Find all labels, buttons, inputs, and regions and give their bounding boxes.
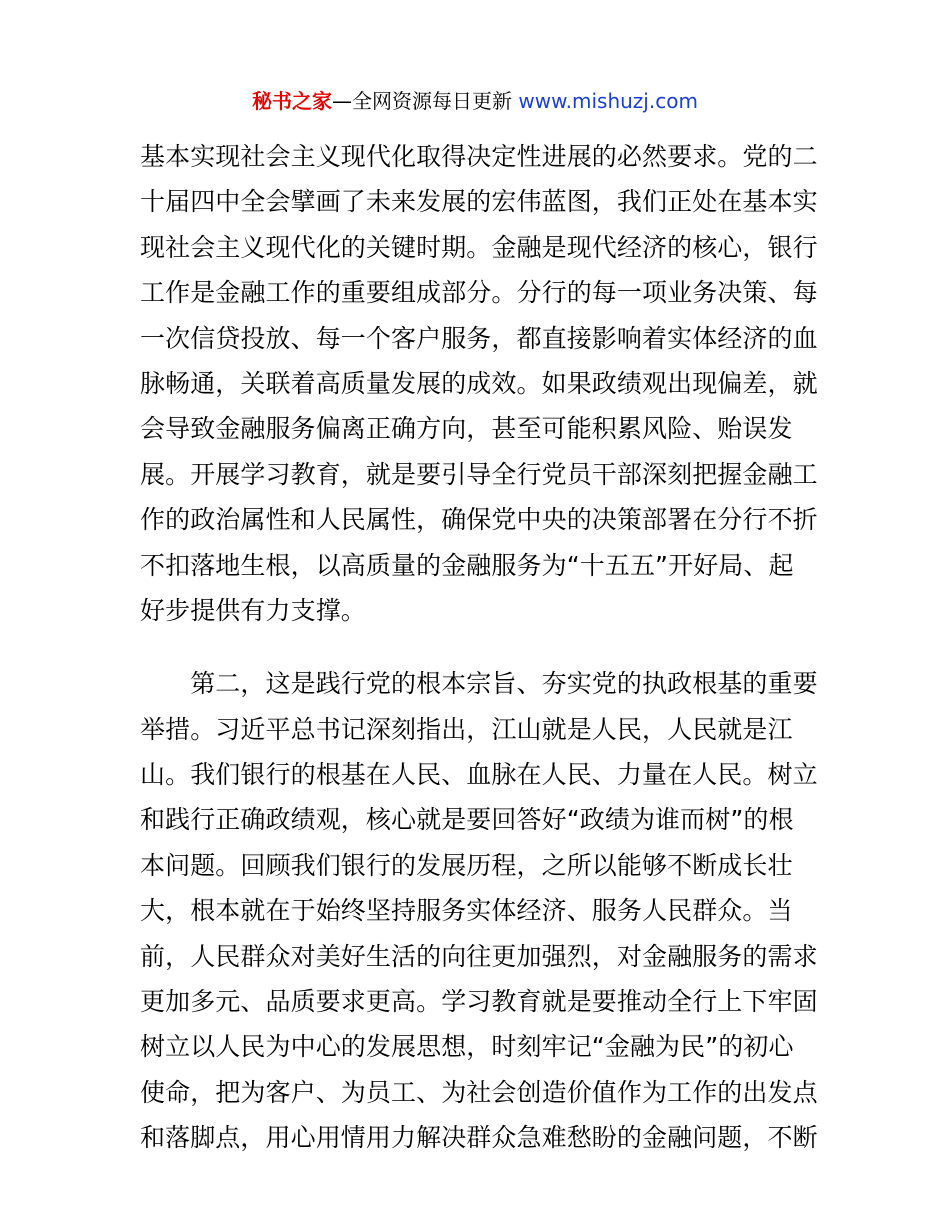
text-line: 更加多元、品质要求更高。学习教育就是要推动全行上下牢固 <box>140 987 818 1017</box>
text-line: 树立以人民为中心的发展思想，时刻牢记“金融为民”的初心 <box>140 1032 794 1062</box>
text-line: 现社会主义现代化的关键时期。金融是现代经济的核心，银行 <box>140 232 818 262</box>
text-line: 使命，把为客户、为员工、为社会创造价值作为工作的出发点 <box>140 1077 818 1107</box>
site-url-link[interactable]: www.mishuzj.com <box>518 89 698 113</box>
text-line: 举措。习近平总书记深刻指出，江山就是人民，人民就是江 <box>140 714 793 744</box>
text-line: 工作是金融工作的重要组成部分。分行的每一项业务决策、每 <box>140 278 818 308</box>
text-line: 大，根本就在于始终坚持服务实体经济、服务人民群众。当 <box>140 896 793 926</box>
text-line: 好步提供有力支撑。 <box>140 595 366 625</box>
text-line: 山。我们银行的根基在人民、血脉在人民、力量在人民。树立 <box>140 760 818 790</box>
text-line: 一次信贷投放、每一个客户服务，都直接影响着实体经济的血 <box>140 323 818 353</box>
text-line: 十届四中全会擘画了未来发展的宏伟蓝图，我们正处在基本实 <box>140 187 818 217</box>
text-line: 第二，这是践行党的根本宗旨、夯实党的执政根基的重要 <box>140 669 818 699</box>
text-line: 展。开展学习教育，就是要引导全行党员干部深刻把握金融工 <box>140 459 818 489</box>
text-line: 本问题。回顾我们银行的发展历程，之所以能够不断成长壮 <box>140 850 793 880</box>
text-line: 会导致金融服务偏离正确方向，甚至可能积累风险、贻误发 <box>140 414 793 444</box>
text-line: 前，人民群众对美好生活的向往更加强烈，对金融服务的需求 <box>140 941 818 971</box>
text-line: 脉畅通，关联着高质量发展的成效。如果政绩观出现偏差，就 <box>140 368 818 398</box>
text-line: 作的政治属性和人民属性，确保党中央的决策部署在分行不折 <box>140 505 818 535</box>
paragraph <box>140 134 820 633</box>
paragraph-spacer <box>140 633 820 661</box>
document-body <box>140 134 820 1161</box>
text-line: 不扣落地生根，以高质量的金融服务为“十五五”开好局、起 <box>140 550 794 580</box>
text-line: 和落脚点，用心用情用力解决群众急难愁盼的金融问题，不断 <box>140 1123 818 1153</box>
paragraph <box>140 661 820 1160</box>
site-brand: 秘书之家 <box>252 89 333 113</box>
text-line: 和践行正确政绩观，核心就是要回答好“政绩为谁而树”的根 <box>140 805 794 835</box>
site-header <box>0 86 950 116</box>
text-line: 基本实现社会主义现代化取得决定性进展的必然要求。党的二 <box>140 142 818 171</box>
site-tagline: —全网资源每日更新 <box>332 89 513 113</box>
